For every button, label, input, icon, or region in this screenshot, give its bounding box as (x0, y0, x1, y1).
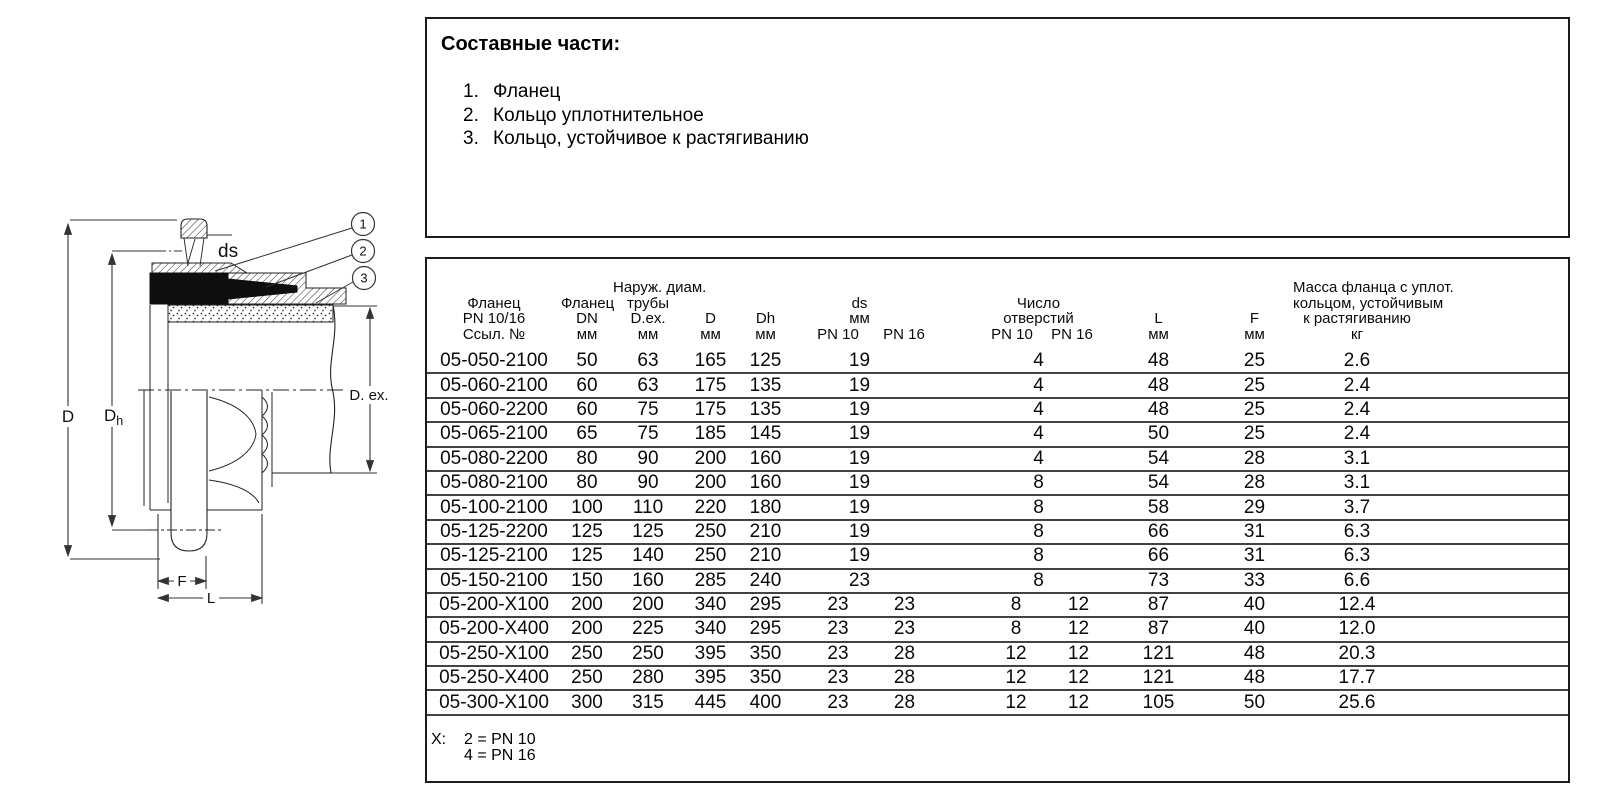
cell-f: 25 (1216, 349, 1293, 373)
cell-mass: 25.6 (1293, 690, 1421, 714)
pipe-break-line (330, 305, 335, 473)
cell-spacer (1421, 666, 1568, 690)
header-d: D мм (700, 310, 721, 343)
cell-mass: 3.1 (1293, 447, 1421, 471)
cell-ref: 05-125-2200 (427, 520, 561, 544)
cell-mass: 20.3 (1293, 642, 1421, 666)
table-row (427, 422, 1568, 446)
cell-spacer (1421, 471, 1568, 495)
cell-holes10: 8 (976, 520, 1101, 544)
cell-ds10: 23 (793, 666, 883, 690)
cell-d: 285 (683, 569, 738, 593)
cell-spacer (1421, 690, 1568, 714)
cell-dh: 135 (738, 398, 793, 422)
cell-dh: 135 (738, 373, 793, 397)
cell-holes10: 12 (976, 666, 1056, 690)
cell-dex: 250 (613, 642, 683, 666)
cell-l: 54 (1101, 447, 1216, 471)
header-f: F мм (1244, 310, 1265, 343)
cell-dex: 200 (613, 593, 683, 617)
parts-box-title: Составные части: (441, 33, 621, 55)
cell-dex: 315 (613, 690, 683, 714)
cell-f: 31 (1216, 520, 1293, 544)
cell-f: 28 (1216, 471, 1293, 495)
cell-ds10: 23 (793, 642, 883, 666)
cell-dh: 295 (738, 593, 793, 617)
cell-mass: 2.4 (1293, 398, 1421, 422)
cell-ds16: 23 (883, 593, 926, 617)
cell-dh: 210 (738, 520, 793, 544)
cell-spacer (926, 642, 976, 666)
cell-dex: 63 (613, 349, 683, 373)
table-row (427, 544, 1568, 568)
cell-l: 66 (1101, 544, 1216, 568)
cell-spacer (926, 495, 976, 519)
cell-holes10: 12 (976, 642, 1056, 666)
cell-holes16: 12 (1056, 617, 1101, 641)
cell-mass: 3.1 (1293, 471, 1421, 495)
cell-ds10: 19 (793, 520, 926, 544)
cell-ref: 05-250-X400 (427, 666, 561, 690)
cell-spacer (1421, 495, 1568, 519)
cell-l: 48 (1101, 349, 1216, 373)
cell-d: 220 (683, 495, 738, 519)
cell-dh: 350 (738, 642, 793, 666)
cell-ds16: 28 (883, 666, 926, 690)
part-number: 3. (463, 128, 479, 149)
cell-holes10: 4 (976, 398, 1101, 422)
cell-l: 121 (1101, 642, 1216, 666)
cell-mass: 12.4 (1293, 593, 1421, 617)
table-row (427, 398, 1568, 422)
cell-f: 25 (1216, 398, 1293, 422)
cell-holes10: 4 (976, 447, 1101, 471)
cell-dex: 140 (613, 544, 683, 568)
cell-mass: 6.6 (1293, 569, 1421, 593)
cell-holes16: 12 (1056, 690, 1101, 714)
cell-spacer (926, 544, 976, 568)
cell-d: 200 (683, 447, 738, 471)
table-row (427, 373, 1568, 397)
cell-dh: 240 (738, 569, 793, 593)
cell-dn: 150 (561, 569, 613, 593)
cell-ref: 05-080-2100 (427, 471, 561, 495)
parts-list-item (441, 104, 1554, 128)
cell-dex: 90 (613, 447, 683, 471)
cell-holes10: 12 (976, 690, 1056, 714)
cell-ds10: 23 (793, 617, 883, 641)
cell-spacer (926, 690, 976, 714)
cell-dn: 300 (561, 690, 613, 714)
cell-dex: 75 (613, 398, 683, 422)
cell-f: 29 (1216, 495, 1293, 519)
cell-f: 31 (1216, 544, 1293, 568)
cell-spacer (926, 422, 976, 446)
cell-f: 28 (1216, 447, 1293, 471)
cell-holes16: 12 (1056, 642, 1101, 666)
cell-dn: 100 (561, 495, 613, 519)
cell-dn: 80 (561, 471, 613, 495)
cell-mass: 2.6 (1293, 349, 1421, 373)
header-ds-pn10: PN 10 (817, 325, 859, 343)
cell-dh: 350 (738, 666, 793, 690)
header-holes-group: Число отверстий PN 10 PN 16 (991, 294, 1093, 343)
cell-spacer (1421, 642, 1568, 666)
cell-ds10: 19 (793, 373, 926, 397)
cell-dn: 125 (561, 520, 613, 544)
cell-spacer (926, 349, 976, 373)
header-dn: Фланец DN мм (561, 294, 615, 343)
footnote-line: 2 = PN 10 (464, 730, 536, 748)
cell-l: 87 (1101, 593, 1216, 617)
cell-d: 175 (683, 373, 738, 397)
spec-table-box (425, 257, 1570, 783)
cell-d: 445 (683, 690, 738, 714)
header-tail (1421, 259, 1568, 349)
cell-ref: 05-080-2200 (427, 447, 561, 471)
cell-holes10: 8 (976, 471, 1101, 495)
cell-d: 395 (683, 642, 738, 666)
header-ds-pn16: PN 16 (883, 325, 925, 343)
cell-f: 40 (1216, 593, 1293, 617)
cell-dh: 210 (738, 544, 793, 568)
table-row (427, 471, 1568, 495)
cell-holes16: 12 (1056, 593, 1101, 617)
cell-spacer (926, 373, 976, 397)
cell-d: 200 (683, 471, 738, 495)
cell-l: 66 (1101, 520, 1216, 544)
cell-dex: 160 (613, 569, 683, 593)
cell-dex: 63 (613, 373, 683, 397)
cell-spacer (926, 617, 976, 641)
cell-ds10: 19 (793, 447, 926, 471)
table-row (427, 666, 1568, 690)
cell-ds10: 19 (793, 495, 926, 519)
cell-f: 25 (1216, 373, 1293, 397)
cell-ref: 05-060-2100 (427, 373, 561, 397)
cell-spacer (1421, 398, 1568, 422)
cell-mass: 17.7 (1293, 666, 1421, 690)
cell-dex: 110 (613, 495, 683, 519)
cell-ds10: 19 (793, 544, 926, 568)
cell-holes10: 8 (976, 569, 1101, 593)
cell-spacer (926, 520, 976, 544)
cell-holes10: 8 (976, 593, 1056, 617)
cell-d: 175 (683, 398, 738, 422)
cell-dh: 180 (738, 495, 793, 519)
footnote-line: 4 = PN 16 (464, 747, 536, 765)
cell-ref: 05-125-2100 (427, 544, 561, 568)
part-label: Кольцо уплотнительное (493, 104, 704, 126)
table-row (427, 617, 1568, 641)
cell-d: 340 (683, 617, 738, 641)
table-row (427, 569, 1568, 593)
cell-holes16: 12 (1056, 666, 1101, 690)
cell-holes10: 8 (976, 544, 1101, 568)
header-dex: Наруж. диам. трубы D.ex. мм (613, 279, 707, 343)
header-l: L мм (1148, 310, 1169, 343)
cell-spacer (1421, 520, 1568, 544)
cell-ref: 05-300-X100 (427, 690, 561, 714)
cell-dn: 80 (561, 447, 613, 471)
cell-ref: 05-200-X100 (427, 593, 561, 617)
cell-dn: 200 (561, 593, 613, 617)
part-number: 1. (463, 81, 479, 102)
cell-holes10: 4 (976, 422, 1101, 446)
cell-ds16: 28 (883, 690, 926, 714)
cell-dex: 90 (613, 471, 683, 495)
cell-l: 50 (1101, 422, 1216, 446)
cell-dn: 250 (561, 642, 613, 666)
cell-f: 33 (1216, 569, 1293, 593)
cell-mass: 3.7 (1293, 495, 1421, 519)
header-ds-group: ds мм PN 10 PN 16 (817, 294, 925, 343)
cell-l: 105 (1101, 690, 1216, 714)
cell-dex: 125 (613, 520, 683, 544)
cell-l: 48 (1101, 373, 1216, 397)
cell-f: 48 (1216, 642, 1293, 666)
dim-label-l: L (206, 590, 216, 607)
cell-spacer (1421, 422, 1568, 446)
cell-ref: 05-060-2200 (427, 398, 561, 422)
flange-section-drawing (30, 198, 405, 693)
cell-l: 54 (1101, 471, 1216, 495)
cell-spacer (1421, 593, 1568, 617)
part-number: 2. (463, 104, 479, 126)
spec-table-body (427, 349, 1568, 715)
flange-exterior-view (144, 305, 272, 510)
cell-dn: 60 (561, 373, 613, 397)
cell-mass: 6.3 (1293, 520, 1421, 544)
cell-f: 50 (1216, 690, 1293, 714)
cell-ds16: 23 (883, 617, 926, 641)
cell-ds10: 19 (793, 349, 926, 373)
callout-number-1: 1 (359, 216, 367, 232)
cell-mass: 6.3 (1293, 544, 1421, 568)
cell-mass: 12.0 (1293, 617, 1421, 641)
flange-spec-table (427, 259, 1568, 716)
header-ref: Фланец PN 10/16 Ссыл. № (462, 294, 526, 343)
parts-list-item (441, 80, 1554, 104)
cell-dex: 225 (613, 617, 683, 641)
table-row (427, 495, 1568, 519)
cell-holes10: 8 (976, 495, 1101, 519)
component-parts-box (425, 17, 1570, 238)
cell-f: 40 (1216, 617, 1293, 641)
cell-dn: 50 (561, 349, 613, 373)
cell-ref: 05-100-2100 (427, 495, 561, 519)
cell-dh: 145 (738, 422, 793, 446)
cell-dh: 160 (738, 447, 793, 471)
table-row (427, 520, 1568, 544)
cell-spacer (1421, 569, 1568, 593)
cell-ref: 05-200-X400 (427, 617, 561, 641)
cell-mass: 2.4 (1293, 422, 1421, 446)
cell-ds10: 19 (793, 398, 926, 422)
cell-spacer (1421, 617, 1568, 641)
cell-spacer (1421, 349, 1568, 373)
cell-spacer (926, 666, 976, 690)
cell-l: 48 (1101, 398, 1216, 422)
table-footnote (427, 732, 1568, 765)
cell-spacer (926, 398, 976, 422)
part-label: Кольцо, устойчивое к растягиванию (493, 128, 809, 149)
footnote-prefix: X: (431, 730, 447, 748)
header-dh: Dh мм (755, 310, 776, 343)
header-holes-pn16: PN 16 (1051, 325, 1093, 343)
cell-dex: 75 (613, 422, 683, 446)
cell-l: 121 (1101, 666, 1216, 690)
cell-d: 250 (683, 520, 738, 544)
dim-label-d: D (61, 407, 75, 426)
table-row (427, 690, 1568, 714)
parts-list-item (441, 127, 1554, 151)
cell-d: 185 (683, 422, 738, 446)
cell-holes10: 4 (976, 373, 1101, 397)
cell-spacer (926, 593, 976, 617)
header-mass: Масса фланца с уплот. кольцом, устойчивым к растягиванию кг (1293, 279, 1454, 343)
cell-ds10: 23 (793, 690, 883, 714)
cell-holes10: 8 (976, 617, 1056, 641)
header-holes-pn10: PN 10 (991, 325, 1033, 343)
part-label: Фланец (493, 81, 561, 102)
cell-ds10: 19 (793, 422, 926, 446)
spec-table-header (427, 259, 1568, 349)
callout-number-2: 2 (359, 243, 367, 259)
cell-dh: 295 (738, 617, 793, 641)
cell-ref: 05-250-X100 (427, 642, 561, 666)
cell-dex: 280 (613, 666, 683, 690)
cell-dh: 125 (738, 349, 793, 373)
dim-label-dex: D. ex. (349, 387, 389, 404)
table-row (427, 349, 1568, 373)
cell-l: 58 (1101, 495, 1216, 519)
cell-l: 73 (1101, 569, 1216, 593)
cell-spacer (926, 569, 976, 593)
header-spacer (926, 259, 976, 349)
table-row (427, 593, 1568, 617)
cell-spacer (1421, 447, 1568, 471)
cell-dn: 125 (561, 544, 613, 568)
cell-ds10: 19 (793, 471, 926, 495)
cell-ref: 05-150-2100 (427, 569, 561, 593)
dim-label-f: F (177, 573, 187, 590)
table-row (427, 447, 1568, 471)
cell-spacer (1421, 544, 1568, 568)
cell-spacer (926, 471, 976, 495)
cell-mass: 2.4 (1293, 373, 1421, 397)
cell-d: 250 (683, 544, 738, 568)
cell-dn: 65 (561, 422, 613, 446)
cell-f: 48 (1216, 666, 1293, 690)
cell-dn: 200 (561, 617, 613, 641)
flange-drawing-svg (30, 198, 405, 688)
cell-l: 87 (1101, 617, 1216, 641)
cell-d: 340 (683, 593, 738, 617)
dim-label-dh: $D_h$ (104, 406, 124, 428)
cell-dn: 60 (561, 398, 613, 422)
cell-dh: 400 (738, 690, 793, 714)
table-row (427, 642, 1568, 666)
cell-d: 395 (683, 666, 738, 690)
cell-f: 25 (1216, 422, 1293, 446)
cell-ref: 05-065-2100 (427, 422, 561, 446)
cell-spacer (926, 447, 976, 471)
cell-ds10: 23 (793, 593, 883, 617)
cell-ref: 05-050-2100 (427, 349, 561, 373)
dim-label-ds: ds (218, 241, 239, 262)
cell-ds16: 28 (883, 642, 926, 666)
cell-d: 165 (683, 349, 738, 373)
cell-holes10: 4 (976, 349, 1101, 373)
cell-dh: 160 (738, 471, 793, 495)
cell-ds10: 23 (793, 569, 926, 593)
cell-spacer (1421, 373, 1568, 397)
callout-number-3: 3 (360, 270, 368, 286)
cell-dn: 250 (561, 666, 613, 690)
